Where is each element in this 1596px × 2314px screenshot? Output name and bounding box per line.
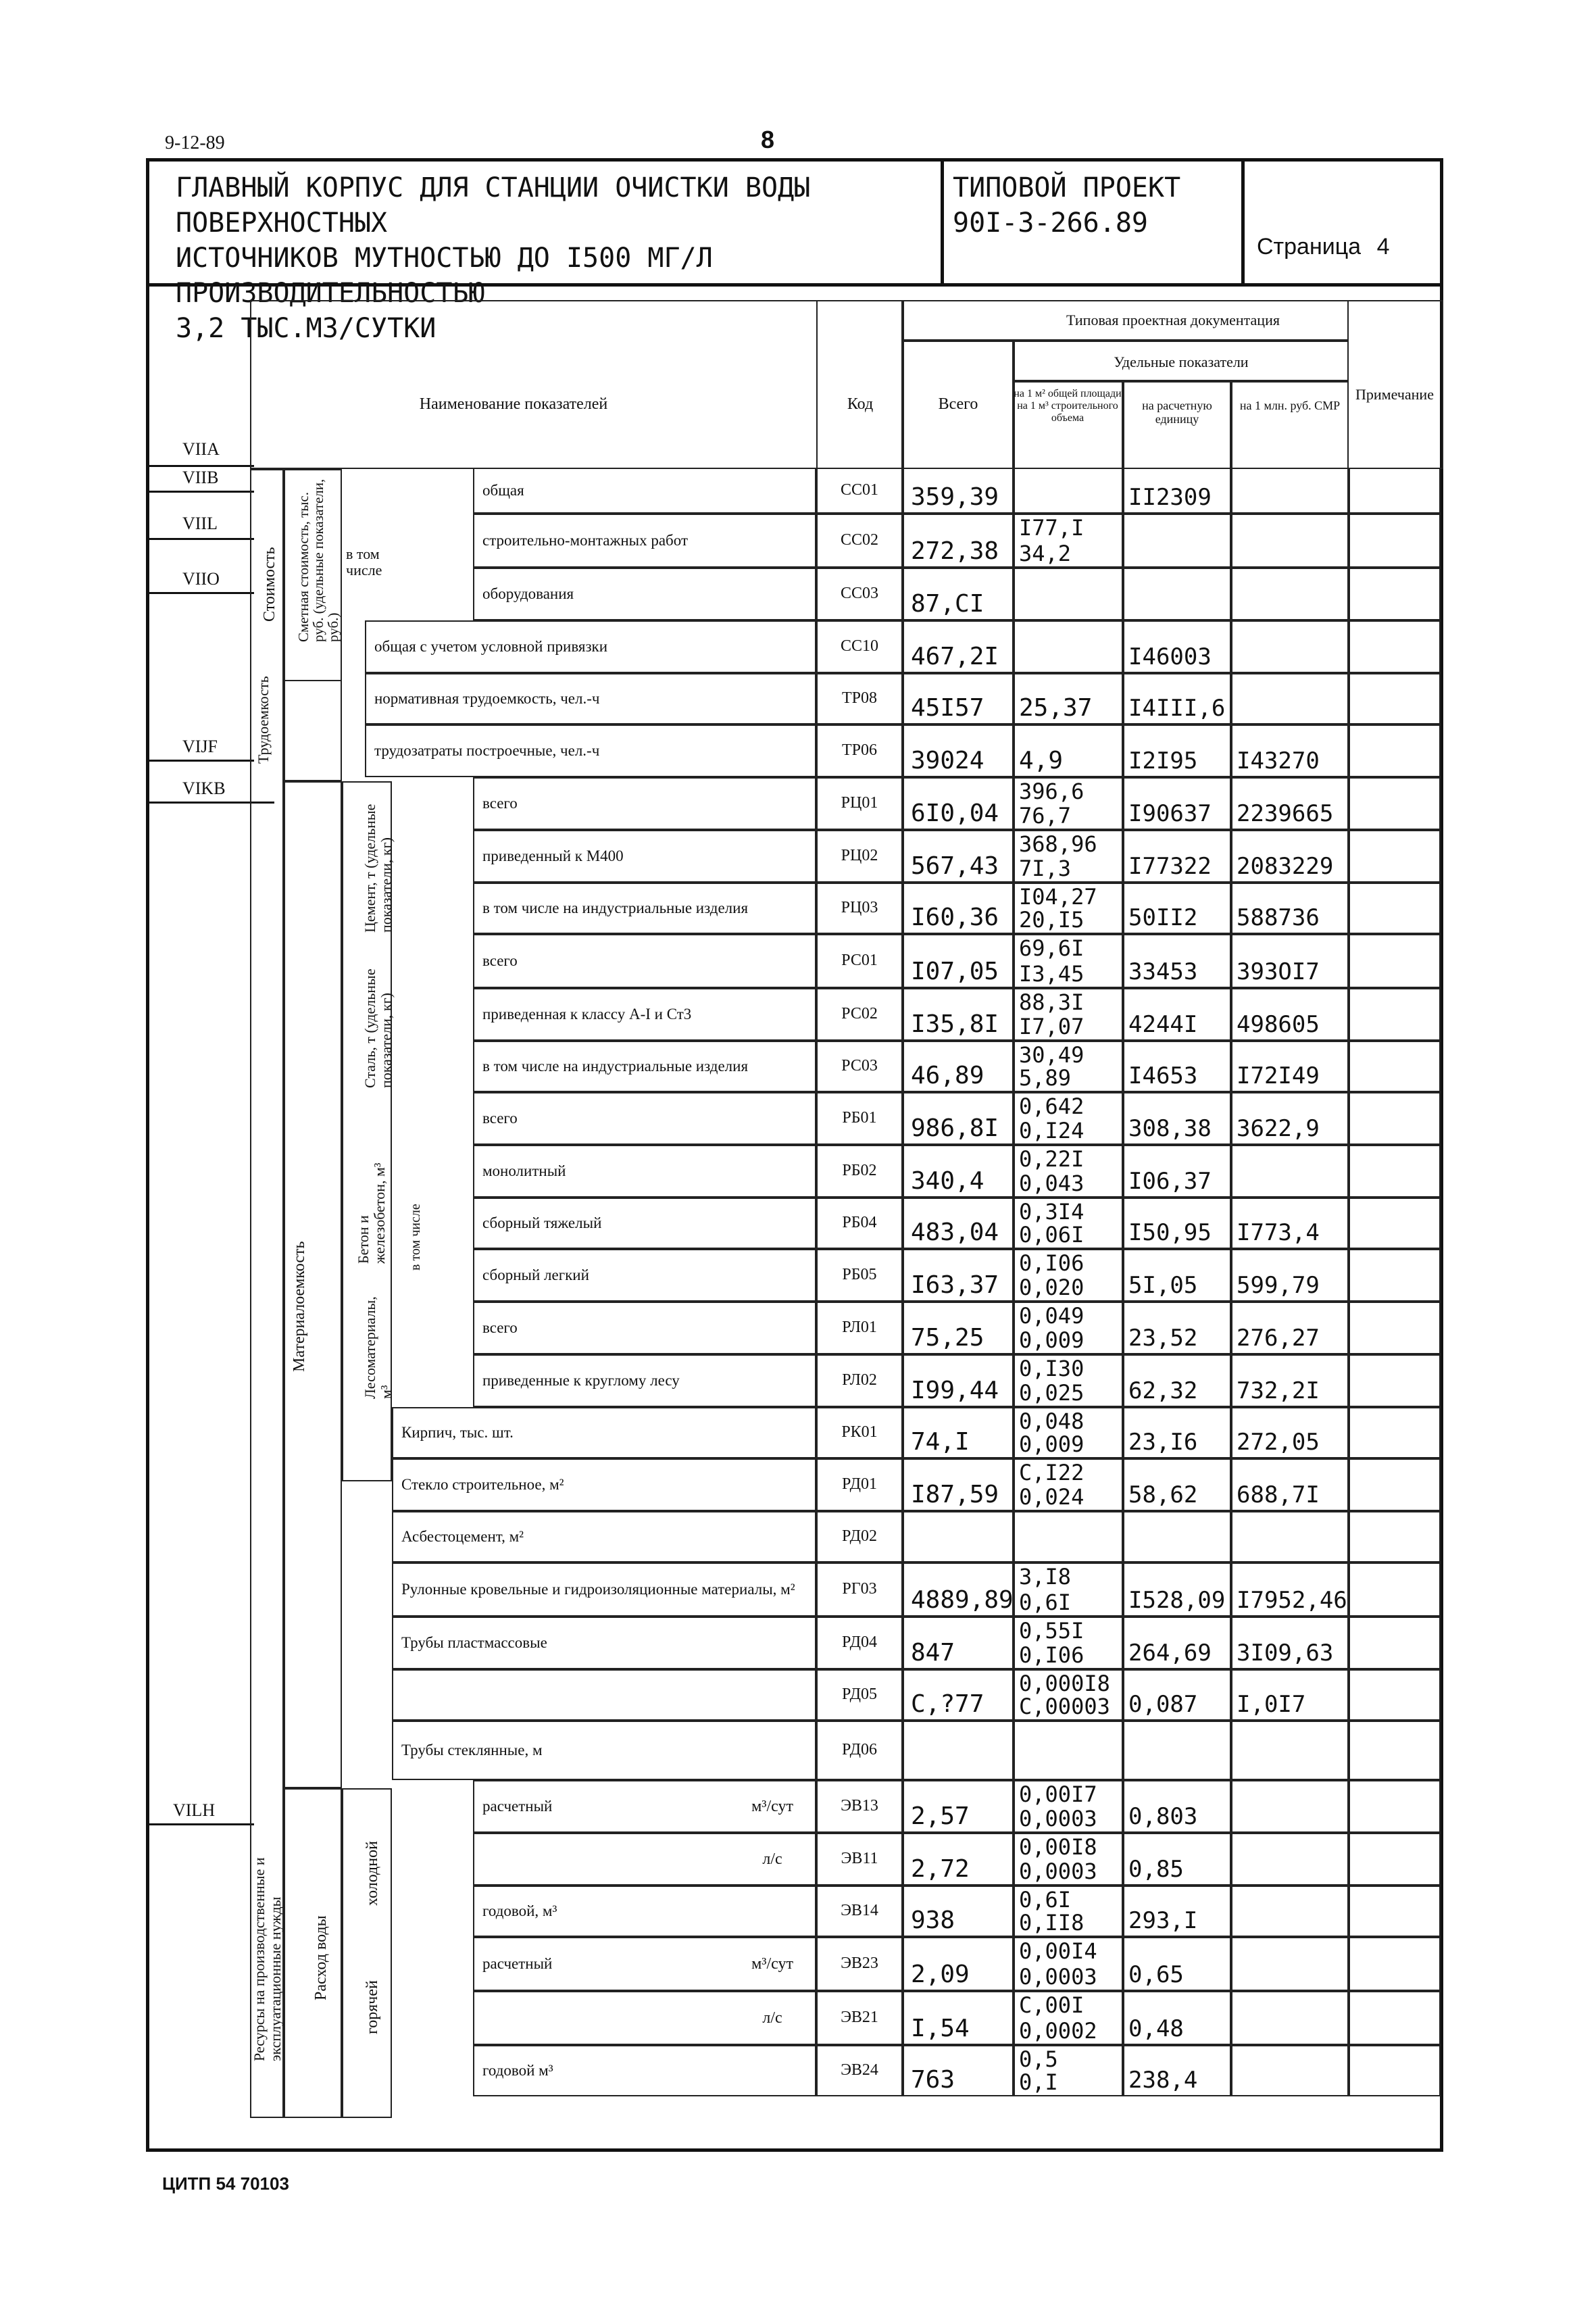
group-cement: Цемент, т (удельные показатели, кг) [361, 804, 395, 933]
side-code: VIIB [182, 468, 219, 487]
row-code: РЦ02 [841, 847, 878, 864]
table-cell [1014, 1511, 1123, 1562]
row-spec-unit: 0,087 [1128, 1691, 1198, 1718]
row-spec-unit: I2I95 [1128, 747, 1198, 774]
row-total: 272,38 [911, 537, 999, 565]
row-spec-unit: 62,32 [1128, 1377, 1198, 1404]
row-total: 763 [911, 2066, 955, 2094]
row-total: I63,37 [911, 1271, 999, 1299]
row-code: СС03 [840, 585, 878, 602]
row-spec-area: 0,00I4 [1019, 1938, 1097, 1964]
table-cell [1231, 1780, 1349, 1833]
row-spec-mln: 588736 [1237, 904, 1320, 931]
row-code: РЛ02 [842, 1371, 877, 1389]
row-spec-unit: 4244I [1128, 1011, 1198, 1038]
row-spec-unit: 238,4 [1128, 2067, 1198, 2094]
row-spec-unit: 0,48 [1128, 2015, 1184, 2042]
row-code: ЭВ11 [841, 1850, 878, 1867]
table-cell [1349, 1833, 1441, 1886]
row-spec-mln: 3I09,63 [1237, 1640, 1334, 1667]
row-spec-volume: 34,2 [1019, 541, 1072, 566]
row-name: расчетный [482, 1798, 553, 1815]
side-line [146, 491, 254, 493]
table-cell [1123, 568, 1231, 620]
row-spec-area: 0,00I7 [1019, 1781, 1097, 1807]
sheet-page [1257, 234, 1389, 260]
table-cell [1231, 1886, 1349, 1937]
table-cell [1349, 1886, 1441, 1937]
side-line [146, 760, 254, 762]
row-spec-area: I04,27 [1019, 884, 1097, 910]
group-hot: горячей [364, 1980, 381, 2034]
row-code: РД05 [842, 1685, 877, 1703]
row-name: общая с учетом условной привязки [374, 638, 608, 655]
row-code: РД06 [842, 1741, 877, 1758]
table-cell [903, 1511, 1014, 1562]
row-code: ЭВ23 [841, 1954, 878, 1972]
header-per-m2: на 1 м² общей площади на 1 м³ строительного объема [1014, 388, 1122, 424]
row-spec-area: 0,6I [1019, 1887, 1072, 1913]
group-concrete-incl: в том числе [408, 1204, 423, 1271]
table-cell [1231, 620, 1349, 673]
row-code: РБ02 [842, 1162, 877, 1179]
row-code: РБ04 [842, 1214, 877, 1231]
table-cell [1349, 468, 1441, 514]
table-cell [1231, 1991, 1349, 2045]
table-cell [1231, 1833, 1349, 1886]
row-spec-volume: 0,0002 [1019, 2018, 1097, 2044]
table-cell [1349, 1991, 1441, 2045]
group-timber: Лесоматериалы, м³ [361, 1296, 395, 1399]
row-name: годовой, м³ [482, 1902, 557, 1919]
row-spec-mln: 732,2I [1237, 1377, 1320, 1404]
row-name: приведенный к М400 [482, 847, 624, 864]
row-total: I,54 [911, 2015, 970, 2042]
row-spec-unit: II2309 [1128, 484, 1212, 511]
row-spec-area: C,00I [1019, 1992, 1084, 2018]
row-spec-unit: I46003 [1128, 643, 1212, 670]
row-total: 986,8I [911, 1114, 999, 1142]
side-code: VIIL [182, 514, 218, 533]
title-line: ГЛАВНЫЙ КОРПУС ДЛЯ СТАНЦИИ ОЧИСТКИ ВОДЫ ПОВЕРХНОСТНЫХ [176, 172, 811, 239]
table-cell [1349, 1937, 1441, 1991]
table-cell [1349, 2045, 1441, 2096]
table-cell [1231, 514, 1349, 568]
row-spec-mln: 2083229 [1237, 853, 1334, 880]
table-cell [1349, 1302, 1441, 1354]
row-spec-unit: 264,69 [1128, 1640, 1212, 1667]
row-spec-area: 0,5 [1019, 2046, 1058, 2072]
row-total: I35,8I [911, 1010, 999, 1038]
row-spec-area: 368,96 [1019, 831, 1097, 857]
row-spec-unit: 33453 [1128, 958, 1198, 985]
table-cell [1014, 568, 1123, 620]
row-spec-area: 0,000I8 [1019, 1671, 1110, 1696]
row-spec-volume: 0,043 [1019, 1171, 1084, 1196]
row-spec-volume: C,00003 [1019, 1694, 1110, 1719]
row-name: в том числе на индустриальные изделия [482, 1058, 749, 1075]
table-cell [1349, 1198, 1441, 1249]
table-cell [1231, 381, 1349, 469]
side-code: VIIA [182, 439, 220, 459]
group-resources: Ресурсы на производственные и эксплуатационные нужды [251, 1857, 284, 2061]
row-total: 2,72 [911, 1855, 970, 1883]
table-cell [1349, 1458, 1441, 1511]
table-cell [1349, 724, 1441, 777]
table-cell [1349, 777, 1441, 830]
table-cell [1349, 1562, 1441, 1617]
project-type: ТИПОВОЙ ПРОЕКТ [953, 172, 1181, 203]
row-spec-volume: 0,0003 [1019, 1858, 1097, 1884]
row-spec-area: 4,9 [1019, 747, 1064, 774]
row-spec-area: I77,I [1019, 515, 1084, 541]
table-cell [1231, 1145, 1349, 1198]
table-cell [284, 680, 342, 781]
title-line: 3,2 ТЫС.М3/СУТКИ [176, 313, 437, 344]
row-code: ТР06 [841, 741, 877, 759]
table-cell [1123, 1511, 1231, 1562]
table-cell [1231, 1511, 1349, 1562]
document-date: 9-12-89 [165, 132, 225, 153]
row-spec-mln: 498605 [1237, 1011, 1320, 1038]
row-code: СС01 [840, 481, 878, 499]
row-spec-mln: 272,05 [1237, 1429, 1320, 1456]
table-cell [1014, 468, 1123, 514]
row-spec-unit: I528,09 [1128, 1587, 1226, 1614]
group-water: Расход воды [312, 1915, 330, 2000]
row-spec-area: 69,6I [1019, 935, 1084, 961]
row-name: Трубы стеклянные, м [401, 1742, 543, 1758]
row-spec-area: 0,642 [1019, 1093, 1084, 1119]
row-name: Рулонные кровельные и гидроизоляционные материалы, м² [401, 1581, 795, 1598]
table-cell [1349, 1145, 1441, 1198]
row-spec-area: C,I22 [1019, 1460, 1084, 1485]
row-spec-area: 0,048 [1019, 1408, 1084, 1434]
row-code: СС10 [840, 637, 878, 655]
row-spec-area: 0,I06 [1019, 1250, 1084, 1276]
header-total: Всего [938, 395, 978, 413]
table-cell [1349, 1780, 1441, 1833]
row-name: приведенная к классу А-I и Ст3 [482, 1006, 692, 1023]
project-number: 90I-3-266.89 [953, 207, 1148, 239]
row-spec-volume: 0,06I [1019, 1222, 1084, 1248]
row-spec-mln: 3622,9 [1237, 1115, 1320, 1142]
table-cell [1349, 514, 1441, 568]
row-name: в том числе на индустриальные изделия [482, 900, 749, 916]
row-spec-area: 396,6 [1019, 779, 1084, 804]
row-spec-mln: 2239665 [1237, 800, 1334, 827]
table-cell [1123, 514, 1231, 568]
row-spec-mln: 599,79 [1237, 1272, 1320, 1299]
side-line [146, 1823, 254, 1825]
row-spec-area: 0,00I8 [1019, 1834, 1097, 1860]
row-name: оборудования [482, 585, 574, 602]
row-name: годовой м³ [482, 2062, 553, 2079]
row-spec-area: 3,I8 [1019, 1564, 1072, 1590]
header-per-unit: на расчетную единицу [1142, 399, 1212, 426]
row-code: РС03 [841, 1057, 878, 1075]
row-code: РЛ01 [842, 1319, 877, 1336]
page-label: Страница [1257, 234, 1362, 260]
table-cell [1123, 1721, 1231, 1780]
row-name: расчетный [482, 1955, 553, 1972]
header-doc-group: Типовая проектная документация [1066, 312, 1280, 328]
row-name: нормативная трудоемкость, чел.-ч [374, 690, 600, 707]
row-unit: л/с [762, 1850, 782, 1868]
table-cell [1231, 568, 1349, 620]
table-cell [1349, 1617, 1441, 1669]
row-total: 74,I [911, 1428, 970, 1456]
table-cell [1349, 1669, 1441, 1721]
group-cost: Стоимость [261, 547, 278, 622]
row-code: РГ03 [842, 1580, 877, 1598]
row-unit: л/с [762, 2009, 782, 2027]
side-line [146, 592, 254, 594]
side-line [146, 465, 254, 467]
row-code: ЭВ14 [841, 1902, 878, 1919]
row-spec-mln: I43270 [1237, 747, 1320, 774]
row-code: РС01 [841, 952, 878, 969]
row-spec-unit: I06,37 [1128, 1168, 1212, 1195]
table-cell [1349, 988, 1441, 1041]
row-spec-volume: 0,009 [1019, 1431, 1084, 1457]
row-spec-mln: I72I49 [1237, 1062, 1320, 1089]
row-spec-mln: I7952,46 [1237, 1587, 1347, 1614]
row-total: 467,2I [911, 643, 999, 670]
header-note: Примечание [1355, 386, 1434, 403]
row-total: 340,4 [911, 1167, 984, 1195]
side-line [146, 538, 254, 540]
row-spec-area: 30,49 [1019, 1042, 1084, 1068]
row-unit: м³/сут [751, 1955, 793, 1973]
row-total: 359,39 [911, 483, 999, 511]
row-total: 45I57 [911, 694, 984, 722]
row-spec-volume: 7I,3 [1019, 856, 1072, 881]
row-name: Трубы пластмассовые [401, 1634, 547, 1651]
row-total: 2,09 [911, 1961, 970, 1988]
row-spec-mln: 688,7I [1237, 1481, 1320, 1508]
row-spec-mln: 393OI7 [1237, 958, 1320, 985]
row-spec-volume: 5,89 [1019, 1065, 1072, 1091]
row-total: 847 [911, 1639, 955, 1667]
row-name: сборный тяжелый [482, 1214, 602, 1231]
row-total: 39024 [911, 747, 984, 774]
row-spec-unit: I77322 [1128, 853, 1212, 880]
row-spec-area: 0,55I [1019, 1618, 1084, 1644]
side-code: VIJF [182, 737, 218, 756]
row-name: общая [482, 482, 524, 499]
row-code: РЦ01 [841, 794, 878, 812]
row-spec-unit: I4III,6 [1128, 695, 1226, 722]
table-cell [1349, 1407, 1441, 1458]
table-cell [1349, 883, 1441, 934]
row-spec-area: 88,3I [1019, 989, 1084, 1015]
row-spec-volume: 0,I [1019, 2069, 1058, 2095]
row-spec-volume: 76,7 [1019, 803, 1072, 829]
row-spec-volume: 0,I06 [1019, 1642, 1084, 1668]
group-labor: Трудоемкость [255, 676, 272, 764]
footer-code: ЦИТП 54 70103 [162, 2173, 289, 2194]
row-total: 4889,89 [911, 1586, 1014, 1614]
row-name: всего [482, 952, 518, 969]
header-specific-group: Удельные показатели [1114, 353, 1249, 370]
header-code: Код [847, 395, 874, 413]
row-spec-volume: 0,II8 [1019, 1910, 1084, 1936]
table-cell [1231, 1937, 1349, 1991]
table-cell [1014, 620, 1123, 673]
row-spec-unit: 0,803 [1128, 1803, 1198, 1830]
row-spec-unit: 50II2 [1128, 904, 1198, 931]
row-code: РД04 [842, 1633, 877, 1651]
row-name: всего [482, 1319, 518, 1336]
row-spec-unit: 5I,05 [1128, 1272, 1198, 1299]
title-divider [941, 158, 944, 287]
row-spec-mln: 276,27 [1237, 1325, 1320, 1352]
row-spec-unit: I50,95 [1128, 1219, 1212, 1246]
table-cell [1349, 1511, 1441, 1562]
row-total: 75,25 [911, 1324, 984, 1352]
table-cell [1349, 568, 1441, 620]
row-total: 567,43 [911, 852, 999, 880]
table-cell [816, 300, 903, 469]
table-cell [1349, 934, 1441, 988]
row-code: РС02 [841, 1005, 878, 1023]
row-spec-volume: I3,45 [1019, 961, 1084, 987]
table-cell [1349, 830, 1441, 883]
row-name: Стекло строительное, м² [401, 1476, 564, 1493]
title-line: ИСТОЧНИКОВ МУТНОСТЬЮ ДО I500 МГ/Л ПРОИЗВОДИТЕЛЬНОСТЬЮ [176, 243, 713, 309]
row-code: РД02 [842, 1527, 877, 1545]
table-cell [1349, 1041, 1441, 1092]
table-cell [1349, 1249, 1441, 1302]
table-cell [1349, 1721, 1441, 1780]
table-cell [903, 1721, 1014, 1780]
row-total: I99,44 [911, 1377, 999, 1404]
row-name: сборный легкий [482, 1266, 589, 1283]
row-spec-area: 0,22I [1019, 1146, 1084, 1172]
row-spec-unit: 23,52 [1128, 1325, 1198, 1352]
row-name: строительно-монтажных работ [482, 532, 689, 549]
table-cell [1231, 1721, 1349, 1780]
table-cell [342, 1788, 392, 2118]
row-code: РД01 [842, 1475, 877, 1493]
row-spec-unit: I90637 [1128, 800, 1212, 827]
row-spec-mln: I,0I7 [1237, 1691, 1306, 1718]
row-name: Кирпич, тыс. шт. [401, 1424, 514, 1441]
table-cell [1231, 673, 1349, 724]
row-spec-volume: 0,0003 [1019, 1806, 1097, 1831]
row-spec-unit: 0,85 [1128, 1856, 1184, 1883]
title-divider [1241, 158, 1245, 287]
header-per-mln: на 1 млн. руб. СМР [1239, 399, 1341, 412]
row-code: РБ05 [842, 1266, 877, 1283]
row-total: 2,57 [911, 1802, 970, 1830]
row-total: 6I0,04 [911, 799, 999, 827]
side-code: VIKB [182, 779, 226, 798]
row-total: I07,05 [911, 958, 999, 985]
side-code: VILH [173, 1800, 216, 1820]
table-cell [1014, 1721, 1123, 1780]
table-cell [1349, 1092, 1441, 1145]
row-spec-area: 0,I30 [1019, 1356, 1084, 1381]
row-name: всего [482, 795, 518, 812]
group-steel: Сталь, т (удельные показатели, кг) [361, 968, 395, 1088]
page-number: 8 [761, 126, 775, 153]
row-spec-volume: I7,07 [1019, 1014, 1084, 1039]
row-spec-unit: 0,65 [1128, 1961, 1184, 1988]
row-spec-unit: 58,62 [1128, 1481, 1198, 1508]
row-spec-volume: 20,I5 [1019, 907, 1084, 933]
row-total: 938 [911, 1906, 955, 1934]
row-spec-volume: 0,6I [1019, 1590, 1072, 1615]
row-spec-volume: 0,025 [1019, 1380, 1084, 1406]
table-cell [1349, 1354, 1441, 1407]
row-spec-volume: 0,009 [1019, 1327, 1084, 1353]
row-name: Асбестоцемент, м² [401, 1528, 524, 1545]
row-total: I60,36 [911, 904, 999, 931]
row-code: РК01 [841, 1423, 878, 1441]
row-code: ЭВ24 [841, 2061, 878, 2079]
row-unit: м³/сут [751, 1798, 793, 1815]
row-code: ЭВ13 [841, 1797, 878, 1815]
row-spec-unit: 293,I [1128, 1907, 1198, 1934]
row-total: 46,89 [911, 1062, 984, 1089]
row-spec-mln: I773,4 [1237, 1219, 1320, 1246]
row-name: монолитный [482, 1162, 566, 1179]
group-material: Материалоемкость [291, 1241, 308, 1372]
table-cell [1349, 620, 1441, 673]
table-cell [1349, 673, 1441, 724]
row-total: С,?77 [911, 1690, 984, 1718]
row-spec-volume: 0,024 [1019, 1484, 1084, 1510]
group-concrete: Бетон и железобетон, м³ [355, 1162, 388, 1264]
table-cell [1231, 468, 1349, 514]
project-designation [953, 170, 1180, 241]
side-code: VIIO [182, 569, 220, 589]
row-spec-volume: 0,I24 [1019, 1118, 1084, 1143]
row-name: трудозатраты построечные, чел.-ч [374, 742, 600, 759]
group-including: в том числе [346, 545, 382, 578]
group-cold: холодной [364, 1841, 381, 1906]
row-total: 87,CI [911, 590, 984, 618]
row-code: РЦ03 [841, 899, 878, 916]
table-cell [1231, 2045, 1349, 2096]
row-code: РБ01 [842, 1109, 877, 1127]
row-spec-volume: 0,020 [1019, 1275, 1084, 1300]
row-code: СС02 [840, 531, 878, 549]
header-name: Наименование показателей [419, 395, 608, 413]
table-cell [392, 1669, 816, 1721]
row-name: всего [482, 1110, 518, 1127]
row-spec-volume: 0,0003 [1019, 1964, 1097, 1990]
row-total: I87,59 [911, 1481, 999, 1508]
row-code: ЭВ21 [841, 2009, 878, 2026]
row-spec-unit: 308,38 [1128, 1115, 1212, 1142]
group-estimated-cost: Сметная стоимость, тыс. руб. (удельные показатели, руб.) [295, 478, 341, 642]
row-spec-area: 0,3I4 [1019, 1199, 1084, 1225]
row-name: приведенные к круглому лесу [482, 1372, 680, 1389]
row-spec-unit: I4653 [1128, 1062, 1198, 1089]
row-spec-area: 25,37 [1019, 694, 1093, 722]
row-code: ТР08 [841, 689, 877, 707]
row-spec-area: 0,049 [1019, 1303, 1084, 1329]
page-value: 4 [1376, 234, 1390, 260]
row-spec-unit: 23,I6 [1128, 1429, 1198, 1456]
row-total: 483,04 [911, 1218, 999, 1246]
